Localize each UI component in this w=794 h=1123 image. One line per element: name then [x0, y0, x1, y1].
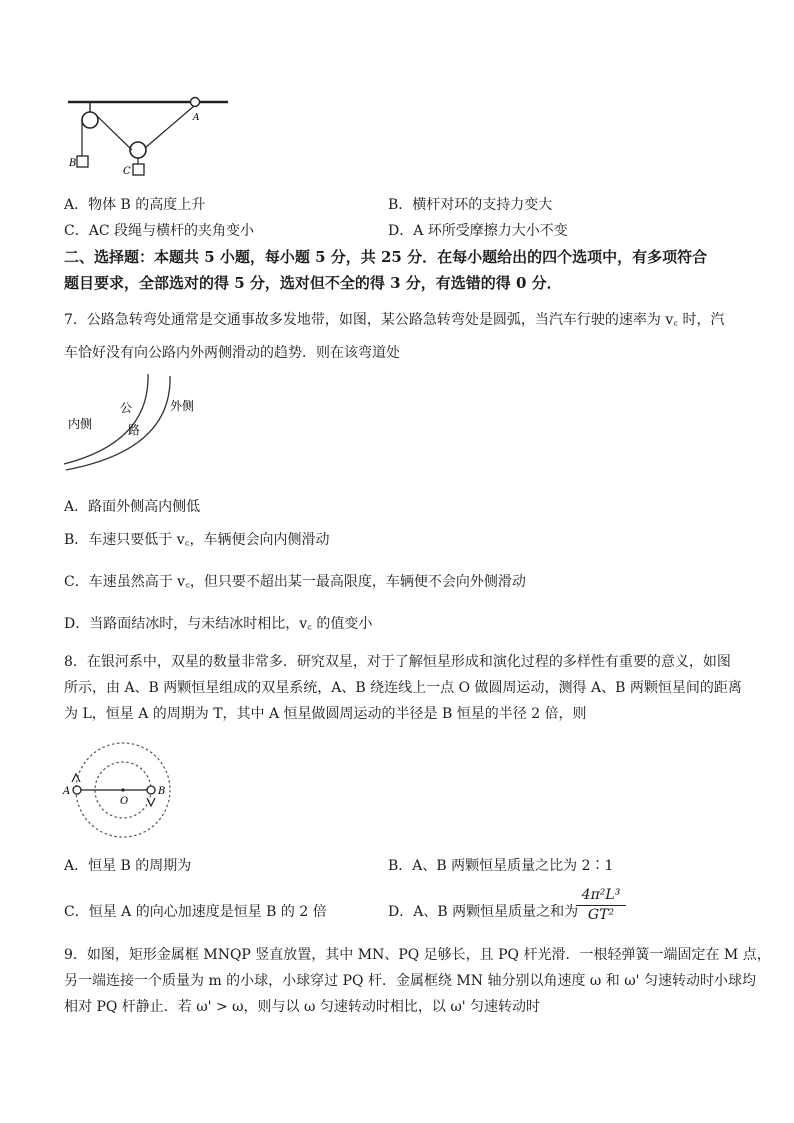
q8-option-b: B．A、B 两颗恒星质量之比为 2∶1 [388, 858, 614, 874]
q7-option-b: B．车速只要低于 v꜀，车辆便会向内侧滑动 [64, 532, 330, 548]
star-a-label: A [63, 786, 71, 797]
q8-stem-line3: 为 L，恒星 A 的周期为 T，其中 A 恒星做圆周运动的半径是 B 恒星的半径 2 倍，则 [64, 706, 587, 722]
inner-side-label: 内侧 [68, 417, 93, 431]
q6-option-d: D．A 环所受摩擦力大小不变 [388, 223, 568, 239]
pulley-figure [60, 92, 235, 184]
q7-option-a: A．路面外侧高内侧低 [64, 499, 201, 515]
label-a: A [193, 113, 200, 123]
q9-stem-line1: 9．如图，矩形金属框 MNQP 竖直放置，其中 MN、PQ 足够长，且 PQ 杆光滑．一根轻弹簧一端固定在 M 点， [64, 947, 771, 963]
binary-star-figure [60, 738, 180, 842]
section2-line2: 题目要求，全部选对的得 5 分，选对但不全的得 3 分，有选错的得 0 分． [64, 274, 562, 292]
q6-option-b: B．横杆对环的支持力变大 [388, 197, 553, 213]
label-b: B [69, 158, 77, 169]
star-b-label: B [158, 786, 166, 797]
fraction-numerator: 4π²L³ [576, 886, 626, 906]
outer-side-label: 外侧 [170, 399, 195, 413]
q7-option-c: C．车速虽然高于 v꜀，但只要不超出某一最高限度，车辆便不会向外侧滑动 [64, 574, 526, 590]
q6-option-c: C．AC 段绳与横杆的夹角变小 [64, 223, 254, 239]
q7-option-d: D．当路面结冰时，与未结冰时相比，v꜀ 的值变小 [64, 616, 373, 632]
q7-stem-line2: 车恰好没有向公路内外两侧滑动的趋势．则在该弯道处 [64, 345, 400, 361]
q8-stem-line1: 8．在银河系中，双星的数量非常多．研究双星，对于了解恒星形成和演化过程的多样性有重要的意义，如图 [64, 654, 731, 670]
q9-stem-line3: 相对 PQ 杆静止．若 ω' > ω，则与以 ω 匀速转动时相比，以 ω' 匀速转动时 [64, 999, 541, 1015]
q8-option-a: A．恒星 B 的周期为 [64, 858, 192, 874]
q6-option-a: A．物体 B 的高度上升 [64, 197, 206, 213]
q8-option-d: D．A、B 两颗恒星质量之和为 [388, 904, 579, 920]
fraction-denominator: GT² [587, 907, 615, 923]
q8-option-d-fraction [576, 886, 626, 924]
q8-option-c: C．恒星 A 的向心加速度是恒星 B 的 2 倍 [64, 904, 327, 920]
road-label-2: 路 [128, 423, 141, 437]
road-label-1: 公 [120, 401, 133, 415]
q8-stem-line2: 所示，由 A、B 两颗恒星组成的双星系统，A、B 绕连线上一点 O 做圆周运动，测得 A、B 两颗恒星间的距离 [64, 680, 742, 696]
center-o-label: O [120, 796, 129, 807]
q9-stem-line2: 另一端连接一个质量为 m 的小球，小球穿过 PQ 杆．金属框绕 MN 轴分别以角速度 ω 和 ω' 匀速转动时小球均 [64, 973, 756, 989]
q7-stem-line1: 7．公路急转弯处通常是交通事故多发地带，如图，某公路急转弯处是圆弧，当汽车行驶的速率为 v꜀ 时，汽 [64, 312, 725, 328]
label-c: C [123, 166, 131, 177]
section2-line1: 二、选择题：本题共 5 小题，每小题 5 分，共 25 分．在每小题给出的四个选项中，有多项符合 [64, 248, 708, 266]
road-curve-figure [60, 372, 220, 472]
